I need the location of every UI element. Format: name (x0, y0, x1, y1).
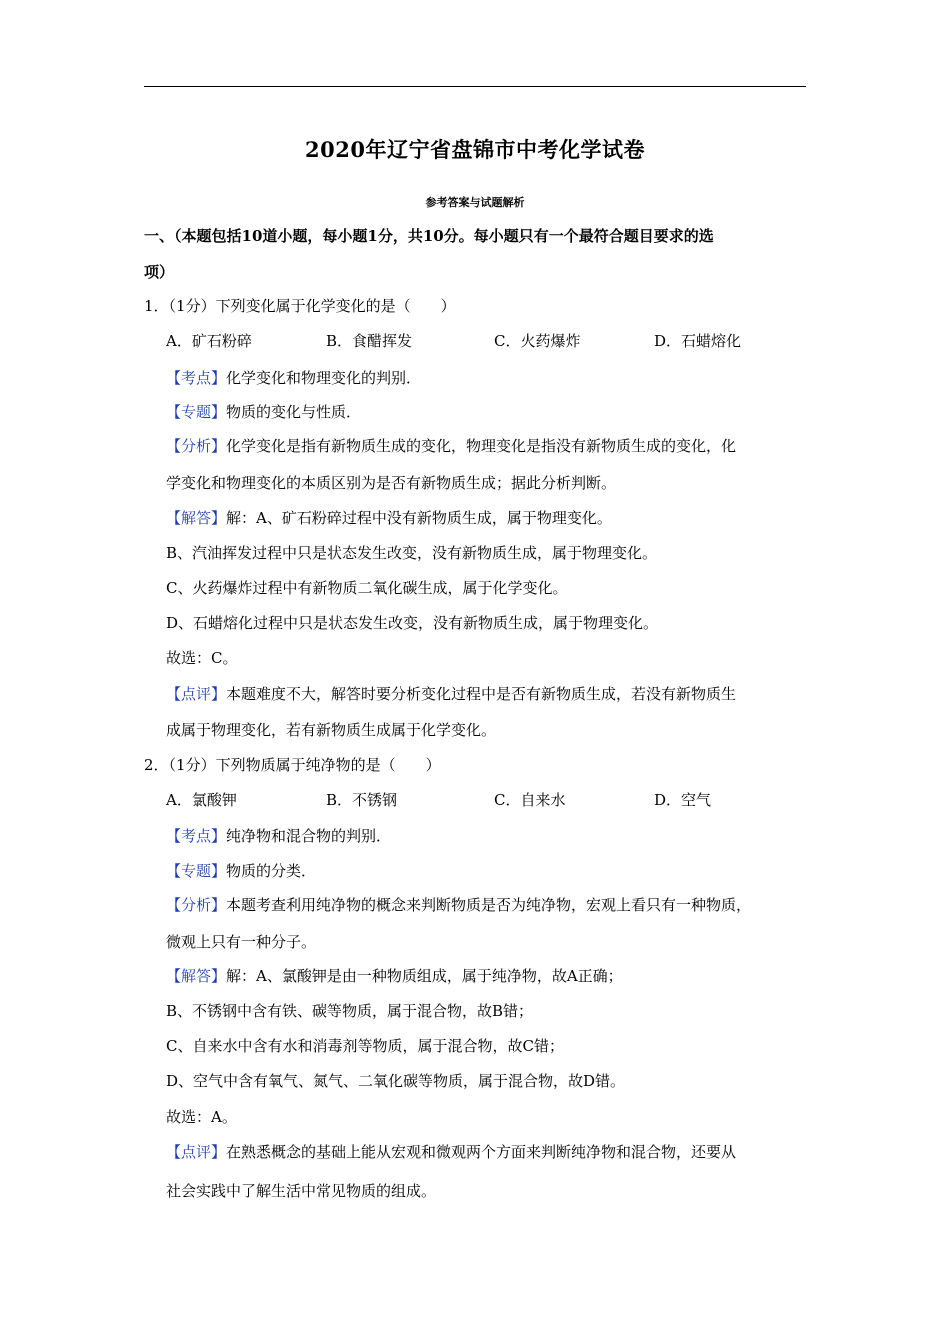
tag-jieda: 【解答】 (166, 967, 227, 985)
q2-option-a: A．氯酸钾 (166, 791, 237, 809)
q2-option-d: D．空气 (654, 791, 712, 809)
page-title: 2020年辽宁省盘锦市中考化学试卷 (305, 137, 645, 162)
q2-dianping (166, 1142, 846, 1162)
tag-zhuanti: 【专题】 (166, 862, 227, 880)
q1-fenxi-text1: 化学变化是指有新物质生成的变化，物理变化是指没有新物质生成的变化，化 (226, 437, 737, 455)
q2-jieda-b: B、不锈钢中含有铁、碳等物质，属于混合物，故B错； (166, 1002, 534, 1020)
q2-option-c: C．自来水 (494, 791, 566, 809)
tag-kaodian: 【考点】 (166, 827, 227, 845)
page-subtitle: 参考答案与试题解析 (425, 196, 525, 209)
q2-fenxi-text1: 本题考查利用纯净物的概念来判断物质是否为纯净物，宏观上看只有一种物质， (226, 896, 752, 914)
q2-kaodian (166, 826, 846, 846)
q1-option-d: D．石蜡熔化 (654, 332, 742, 350)
tag-dianping: 【点评】 (166, 1143, 227, 1161)
q2-fenxi-line2: 微观上只有一种分子。 (166, 933, 317, 951)
header-rule (144, 86, 806, 87)
q2-dianping-text1: 在熟悉概念的基础上能从宏观和微观两个方面来判断纯净物和混合物，还要从 (226, 1143, 737, 1161)
q1-dianping-text1: 本题难度不大，解答时要分析变化过程中是否有新物质生成，若没有新物质生 (226, 685, 737, 703)
q2-stem: 2．（1分）下列物质属于纯净物的是（ ） (144, 756, 441, 774)
q2-jieda-c: C、自来水中含有水和消毒剂等物质，属于混合物，故C错； (166, 1037, 564, 1055)
q1-fenxi-line2: 学变化和物理变化的本质区别为是否有新物质生成；据此分析判断。 (166, 474, 617, 492)
q1-dianping (166, 684, 846, 704)
q2-jieda (166, 966, 846, 986)
section-heading-line2: 项） (144, 263, 175, 281)
q1-jieda-text: 解：A、矿石粉碎过程中没有新物质生成，属于物理变化。 (226, 509, 612, 527)
q1-zhuanti-text: 物质的变化与性质． (226, 403, 362, 421)
q1-jieda-c: C、火药爆炸过程中有新物质二氧化碳生成，属于化学变化。 (166, 579, 568, 597)
q1-option-b: B．食醋挥发 (326, 332, 413, 350)
q2-jieda-text: 解：A、氯酸钾是由一种物质组成，属于纯净物，故A正确； (226, 967, 623, 985)
q1-stem: 1．（1分）下列变化属于化学变化的是（ ） (144, 297, 456, 315)
q2-answer: 故选：A。 (166, 1108, 237, 1126)
q1-option-a: A．矿石粉碎 (166, 332, 252, 350)
section-heading-line1: 一、（本题包括10道小题，每小题1分，共10分。每小题只有一个最符合题目要求的选 (144, 227, 714, 245)
tag-fenxi: 【分析】 (166, 896, 227, 914)
q1-zhuanti (166, 402, 846, 422)
tag-kaodian: 【考点】 (166, 369, 227, 387)
tag-jieda: 【解答】 (166, 509, 227, 527)
q1-jieda (166, 508, 846, 528)
tag-fenxi: 【分析】 (166, 437, 227, 455)
q2-zhuanti-text: 物质的分类． (226, 862, 317, 880)
q2-dianping-line2: 社会实践中了解生活中常见物质的组成。 (166, 1182, 437, 1200)
q2-kaodian-text: 纯净物和混合物的判别． (226, 827, 392, 845)
q1-fenxi (166, 436, 846, 456)
q1-jieda-b: B、汽油挥发过程中只是状态发生改变，没有新物质生成，属于物理变化。 (166, 544, 658, 562)
tag-dianping: 【点评】 (166, 685, 227, 703)
q2-zhuanti (166, 861, 846, 881)
q2-jieda-d: D、空气中含有氧气、氮气、二氧化碳等物质，属于混合物，故D错。 (166, 1072, 626, 1090)
q1-dianping-line2: 成属于物理变化，若有新物质生成属于化学变化。 (166, 721, 497, 739)
tag-zhuanti: 【专题】 (166, 403, 227, 421)
q1-answer: 故选：C。 (166, 649, 238, 667)
q1-kaodian-text: 化学变化和物理变化的判别． (226, 369, 422, 387)
q1-option-c: C．火药爆炸 (494, 332, 581, 350)
q2-fenxi (166, 895, 846, 915)
q1-kaodian (166, 368, 846, 388)
q1-jieda-d: D、石蜡熔化过程中只是状态发生改变，没有新物质生成，属于物理变化。 (166, 614, 659, 632)
q2-option-b: B．不锈钢 (326, 791, 398, 809)
